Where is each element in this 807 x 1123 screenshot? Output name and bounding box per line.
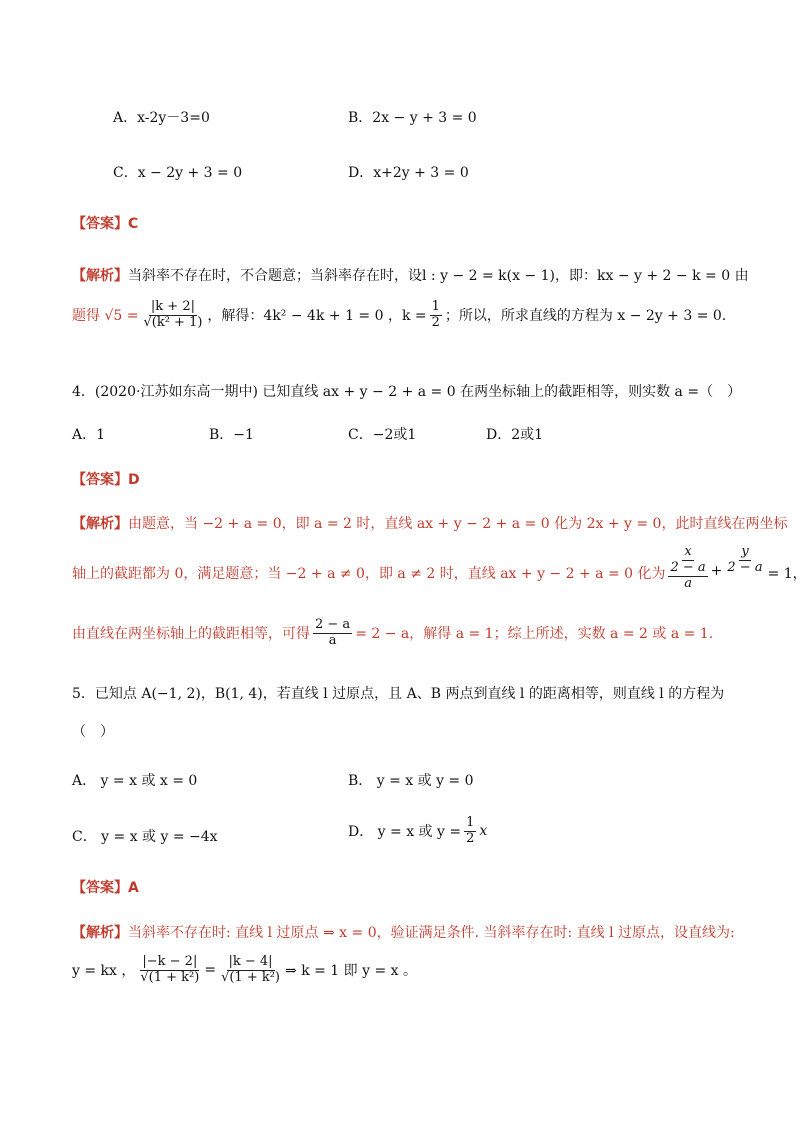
q3-option-d: D．x+2y + 3 = 0 xyxy=(348,165,469,181)
q3-option-b: B．2x − y + 3 = 0 xyxy=(348,110,477,126)
analysis-text: ；所以，所求直线的方程为 x − 2y + 3 = 0. xyxy=(444,308,727,325)
fraction-denominator: √(1 + k²) xyxy=(140,969,200,985)
fraction-denominator: a xyxy=(328,632,337,648)
fraction-numerator: y xyxy=(741,544,749,559)
analysis-text: y = kx ， xyxy=(72,963,136,980)
answer-tag: 【答案】 xyxy=(72,472,128,488)
q5-stem-line1: 5．已知点 A(−1, 2)，B(1, 4)，若直线 l 过原点，且 A、B 两点到直线 l 的距离相等，则直线 l 的方程为 xyxy=(72,686,725,702)
q4-option-d: D．2或1 xyxy=(486,427,544,443)
fraction-denominator: 2 xyxy=(431,314,440,330)
q4-option-a: A．1 xyxy=(72,427,106,443)
fraction-denominator: √(1 + k²) xyxy=(221,969,281,985)
q5-option-b: B． y = x 或 y = 0 xyxy=(348,773,474,789)
analysis-text: 由直线在两坐标轴上的截距相等，可得 xyxy=(72,626,310,643)
q4-option-b: B．−1 xyxy=(209,427,254,443)
fraction-numerator: x xyxy=(684,544,692,559)
answer-letter: C xyxy=(128,216,139,232)
fraction xyxy=(464,816,476,847)
analysis-text: 题得 √5 = xyxy=(72,308,139,325)
fraction xyxy=(219,955,282,986)
q3-answer xyxy=(72,213,138,233)
analysis-text: 轴上的截距都为 0，满足题意；当 −2 + a ≠ 0，即 a ≠ 2 时，直线 ax + y − 2 + a = 0 化为 xyxy=(72,566,666,582)
fraction-numerator: |−k − 2| xyxy=(142,954,198,969)
fraction xyxy=(313,618,352,649)
q3-option-c: C．x − 2y + 3 = 0 xyxy=(113,165,243,181)
fraction xyxy=(138,955,201,986)
analysis-text: = 2 − a，解得 a = 1；综上所述，实数 a = 2 或 a = 1. xyxy=(355,626,714,643)
analysis-tag: 【解析】 xyxy=(72,268,128,284)
fraction-denominator: 2 − a xyxy=(670,559,706,575)
answer-tag: 【答案】 xyxy=(72,216,128,232)
answer-letter: A xyxy=(128,880,139,896)
q5-option-d xyxy=(348,816,487,847)
analysis-tag: 【解析】 xyxy=(72,516,128,532)
analysis-text: 当斜率不存在时，不合题意；当斜率存在时，设l : y − 2 = k(x − 1)，即：kx − y + 2 − k = 0 由 xyxy=(128,268,749,284)
q4-answer xyxy=(72,469,140,489)
q4-option-c: C．−2或1 xyxy=(348,427,417,443)
q5-option-a: A． y = x 或 x = 0 xyxy=(72,773,198,789)
fraction-denominator: a xyxy=(684,575,692,591)
fraction-numerator: 2 − a xyxy=(315,617,351,632)
answer-tag: 【答案】 xyxy=(72,880,128,896)
q5-analysis-line2: y = kx ， $\frac{|-k - 2|}{\text{√(1 + k²)}}$ = $\frac{|k - 4|}{\text{√(1 + k²)}}$ ⇒ k = 1 即 y = x 。 xyxy=(72,954,418,985)
analysis-tag: 【解析】 xyxy=(72,925,128,941)
q3-option-a: A．x-2y－3=0 xyxy=(113,110,210,126)
analysis-text: ，解得：4k² − 4k + 1 = 0 ，k = xyxy=(207,308,427,325)
q5-answer xyxy=(72,877,139,897)
option-text: x xyxy=(479,823,488,840)
fraction xyxy=(668,545,707,592)
fraction-denominator: 2 − a xyxy=(727,559,763,575)
q5-analysis-line1 xyxy=(72,922,735,942)
q4-analysis-line2: 轴上的截距都为 0，满足题意；当 −2 + a ≠ 0，即 a ≠ 2 时，直线 ax + y − 2 + a = 0 化为 x 2 − a a + $\frac{y}{2 - a}$ = 1， xyxy=(72,544,807,591)
fraction-numerator: |k + 2| xyxy=(150,299,195,314)
q4-analysis-line3 xyxy=(72,618,713,649)
q3-analysis-line2 xyxy=(72,300,726,331)
fraction xyxy=(141,300,204,331)
fraction-denominator: 2 xyxy=(466,830,475,846)
analysis-text: ⇒ k = 1 即 y = x 。 xyxy=(285,963,418,980)
q3-analysis-line1 xyxy=(72,265,749,285)
fraction-numerator: 1 xyxy=(431,299,440,314)
fraction xyxy=(725,545,764,576)
q5-stem-line2: （ ） xyxy=(72,724,114,740)
q4-analysis-line1 xyxy=(72,513,787,533)
analysis-text: 由题意，当 −2 + a = 0，即 a = 2 时，直线 ax + y − 2 + a = 0 化为 2x + y = 0，此时直线在两坐标 xyxy=(128,516,788,532)
fraction-denominator: √(k² + 1) xyxy=(143,314,203,330)
fraction-numerator: 1 xyxy=(466,815,475,830)
answer-letter: D xyxy=(128,472,140,488)
analysis-text: = 1， xyxy=(767,566,807,582)
q4-stem: 4．(2020·江苏如东高一期中) 已知直线 ax + y − 2 + a = 0 在两坐标轴上的截距相等，则实数 a =（ ） xyxy=(72,384,742,400)
q5-option-c: C． y = x 或 y = −4x xyxy=(72,829,218,845)
analysis-text: 当斜率不存在时: 直线 l 过原点 ⇒ x = 0，验证满足条件. 当斜率存在时: 直线 l 过原点，设直线为: xyxy=(128,925,735,941)
fraction-numerator: |k − 4| xyxy=(228,954,273,969)
option-text: D． y = x 或 y = xyxy=(348,824,462,841)
fraction xyxy=(430,300,442,331)
